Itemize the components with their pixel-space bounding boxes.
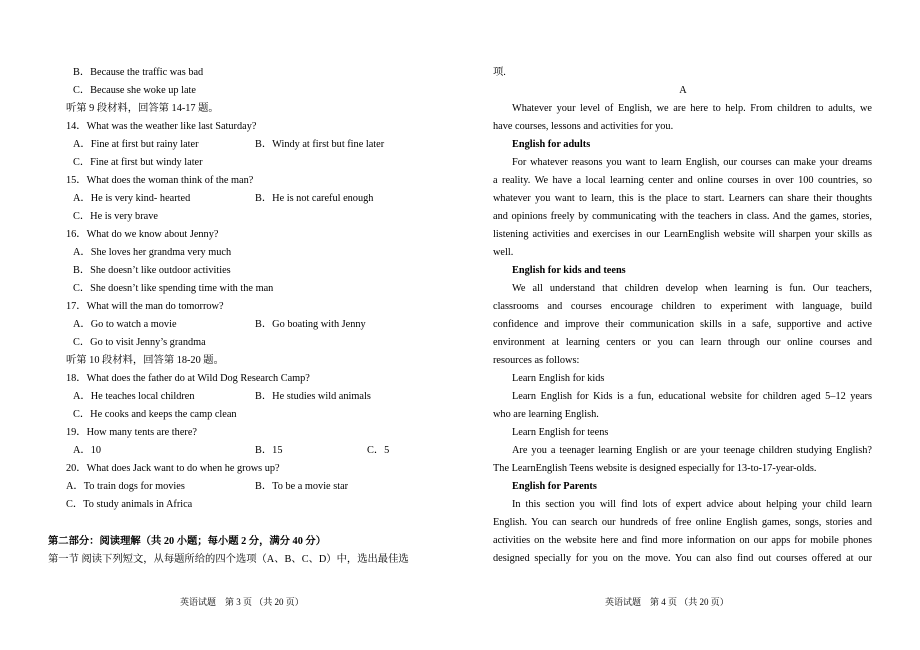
q19-option-a: A．10 <box>73 445 102 456</box>
q15-option-c: C．He is very brave <box>73 211 158 222</box>
q16-option-c: C．She doesn’t like spending time with the man <box>73 283 274 294</box>
q16-option-b: B．She doesn’t like outdoor activities <box>73 265 231 276</box>
section-heading-parents: English for Parents <box>512 481 597 492</box>
passage-paragraph-line: classrooms and courses encourage children to experiment with language, build <box>493 301 872 312</box>
q20-option-b: B．To be a movie star <box>255 481 349 492</box>
q20-option-a: A．To train dogs for movies <box>66 481 185 492</box>
passage-paragraph-line: Whatever your level of English, we are here to help. From children to adults, we <box>512 103 872 114</box>
q18-stem: 18．What does the father do at Wild Dog Research Camp? <box>66 373 310 384</box>
passage-paragraph-line: Are you a teenager learning English or are your teenage children studying English? <box>512 445 872 456</box>
q14-option-a: A．Fine at first but rainy later <box>73 139 199 150</box>
passage-paragraph-line: Learn English for Kids is a fun, educational website for children aged 5–12 years <box>512 391 872 402</box>
q16-stem: 16．What do we know about Jenny? <box>66 229 219 240</box>
passage-paragraph-line: who are learning English. <box>493 409 599 420</box>
section-9-instruction: 听第 9 段材料，回答第 14-17 题。 <box>66 103 219 114</box>
passage-paragraph-line: For whatever reasons you want to learn English, our courses can make your dreams <box>512 157 872 168</box>
q17-stem: 17．What will the man do tomorrow? <box>66 301 224 312</box>
q13-option-b: B．Because the traffic was bad <box>73 67 204 78</box>
q15-option-b: B．He is not careful enough <box>255 193 374 204</box>
passage-paragraph-line: designed specially for you on the move. You can also find out courses offered at our <box>493 553 872 564</box>
q15-option-a: A．He is very kind- hearted <box>73 193 191 204</box>
q17-option-c: C．Go to visit Jenny’s grandma <box>73 337 206 348</box>
q20-stem: 20．What does Jack want to do when he grows up? <box>66 463 280 474</box>
passage-paragraph-line: activities on the website here and find more information on our apps for mobile phones <box>493 535 872 546</box>
q17-option-a: A．Go to watch a movie <box>73 319 177 330</box>
passage-label: A <box>679 85 687 96</box>
passage-paragraph-line: English. You can search our hundreds of free online English games, songs, stories and <box>493 517 872 528</box>
passage-paragraph-line: listening activities and exercises in our LearnEnglish website will sharpen your skills as <box>493 229 872 240</box>
passage-paragraph-line: confidence and improve their communication skills in a safe, supportive and active <box>493 319 872 330</box>
passage-paragraph-line: well. <box>493 247 514 258</box>
section-10-instruction: 听第 10 段材料，回答第 18-20 题。 <box>66 355 224 366</box>
passage-paragraph-line: In this section you will find lots of expert advice about helping your child learn <box>512 499 872 510</box>
passage-paragraph-line: environment at learning centers or you can learn through our online courses and <box>493 337 872 348</box>
q19-stem: 19．How many tents are there? <box>66 427 197 438</box>
q14-option-c: C．Fine at first but windy later <box>73 157 203 168</box>
continued-instruction: 项. <box>493 67 506 78</box>
right-page-footer: 英语试题 第 4 页 （共 20 页） <box>605 597 729 607</box>
q13-option-c: C．Because she woke up late <box>73 85 196 96</box>
q20-option-c: C．To study animals in Africa <box>66 499 193 510</box>
passage-paragraph-line: have courses, lessons and activities for you. <box>493 121 674 132</box>
q14-stem: 14．What was the weather like last Saturday? <box>66 121 257 132</box>
q15-stem: 15．What does the woman think of the man? <box>66 175 254 186</box>
q17-option-b: B．Go boating with Jenny <box>255 319 366 330</box>
passage-paragraph-line: whatever you want to learn, this is the place to start. Learners can share their thoughts <box>493 193 872 204</box>
passage-paragraph-line: a reality. We have a local learning center and online courses in over 100 countries, so <box>493 175 872 186</box>
passage-paragraph-line: The LearnEnglish Teens website is designed especially for 13-to-17-year-olds. <box>493 463 817 474</box>
subheading-teens: Learn English for teens <box>512 427 609 438</box>
part-2-instruction: 第一节 阅读下列短文，从每题所给的四个选项（A、B、C、D）中，选出最佳选 <box>48 554 409 565</box>
part-2-heading: 第二部分：阅读理解（共 20 小题；每小题 2 分，满分 40 分） <box>48 536 327 547</box>
q18-option-b: B．He studies wild animals <box>255 391 371 402</box>
subheading-kids: Learn English for kids <box>512 373 605 384</box>
q18-option-c: C．He cooks and keeps the camp clean <box>73 409 237 420</box>
section-heading-adults: English for adults <box>512 139 591 150</box>
q18-option-a: A．He teaches local children <box>73 391 195 402</box>
left-page-footer: 英语试题 第 3 页 （共 20 页） <box>180 597 304 607</box>
passage-paragraph-line: and opinions freely by communicating with the teachers in class. And the games, stories, <box>493 211 872 222</box>
q19-option-b: B．15 <box>255 445 283 456</box>
q16-option-a: A．She loves her grandma very much <box>73 247 232 258</box>
passage-paragraph-line: resources as follows: <box>493 355 580 366</box>
q14-option-b: B．Windy at first but fine later <box>255 139 385 150</box>
section-heading-kids-teens: English for kids and teens <box>512 265 626 276</box>
q19-option-c: C．5 <box>367 445 390 456</box>
passage-paragraph-line: We all understand that children develop when learning is fun. Our teachers, <box>512 283 872 294</box>
